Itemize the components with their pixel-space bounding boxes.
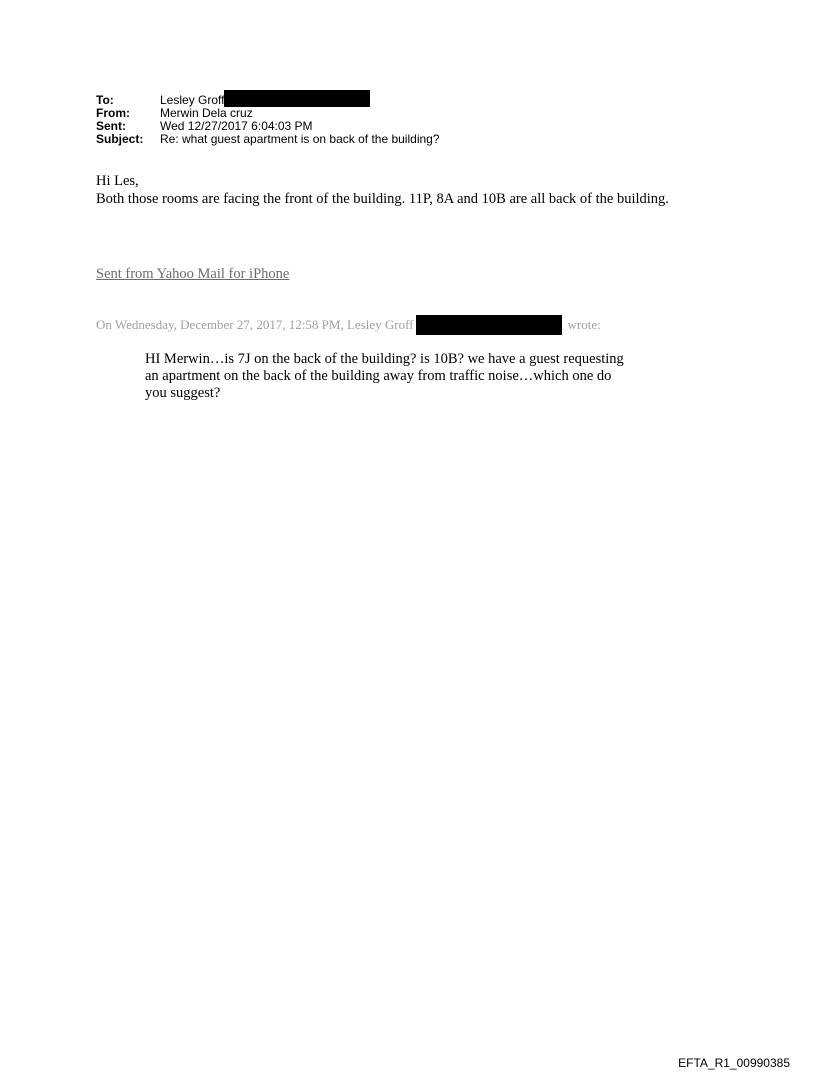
quoted-intro-text: On Wednesday, December 27, 2017, 12:58 PM, Lesley Groff — [96, 317, 414, 332]
message-paragraph: Both those rooms are facing the front of the building. 11P, 8A and 10B are all back of the building. — [96, 191, 669, 207]
sent-value: Wed 12/27/2017 6:04:03 PM — [160, 119, 313, 133]
quoted-intro-suffix: wrote: — [567, 317, 601, 332]
subject-value: Re: what guest apartment is on back of the building? — [160, 132, 440, 146]
quoted-message — [145, 351, 625, 402]
from-value: Merwin Dela cruz — [160, 106, 253, 120]
document-id: EFTA_R1_00990385 — [678, 1056, 790, 1070]
quoted-intro — [96, 315, 601, 335]
sent-label: Sent: — [96, 119, 126, 133]
subject-label: Subject: — [96, 132, 144, 146]
quoted-paragraph: HI Merwin…is 7J on the back of the building? is 10B? we have a guest requesting an apartment on the back of the building away from traffic noise…which one do you suggest? — [145, 351, 624, 401]
redaction-block — [416, 315, 562, 335]
email-header — [96, 94, 440, 146]
from-label: From: — [96, 106, 130, 120]
to-value: Lesley Groff — [160, 93, 225, 107]
greeting: Hi Les, — [96, 173, 139, 189]
to-label: To: — [96, 93, 114, 107]
signature-link[interactable]: Sent from Yahoo Mail for iPhone — [96, 266, 290, 282]
subject-row — [96, 133, 440, 146]
to-row — [96, 94, 440, 107]
redaction-block — [224, 90, 370, 107]
message-body — [96, 172, 696, 208]
